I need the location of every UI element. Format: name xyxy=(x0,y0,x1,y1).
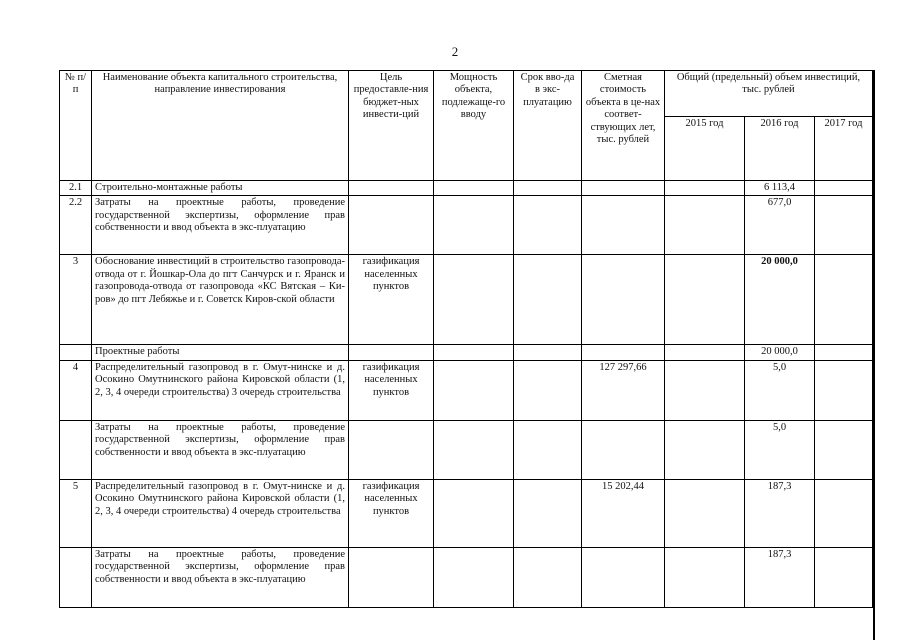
row-goal xyxy=(349,181,434,196)
row-capacity xyxy=(434,196,514,255)
row-2016: 187,3 xyxy=(745,547,815,607)
row-capacity xyxy=(434,479,514,547)
row-name: Распределительный газопровод в г. Омут-нинске и д. Осокино Омутнинского района Кировской области (1, 2, 3, 4 очереди строительства) 4 очередь строительства xyxy=(92,479,349,547)
row-2016: 187,3 xyxy=(745,479,815,547)
row-capacity xyxy=(434,360,514,420)
row-num: 2.1 xyxy=(60,181,92,196)
table-row xyxy=(60,196,873,255)
row-name: Обоснование инвестиций в строительство газопровода-отвода от г. Йошкар-Ола до пгт Санчурск и г. Яранск и газопровода-отвода от газопровода «КС Вятская – Ки-ров» до пгт Лебяжье и г. Советск Киров-ской области xyxy=(92,255,349,345)
row-term xyxy=(514,196,582,255)
row-name: Затраты на проектные работы, проведение государственной экспертизы, оформление прав собственности и ввод объекта в экс-плуатацию xyxy=(92,196,349,255)
row-num: 2.2 xyxy=(60,196,92,255)
row-2016: 5,0 xyxy=(745,360,815,420)
row-num xyxy=(60,345,92,360)
row-name: Распределительный газопровод в г. Омут-нинске и д. Осокино Омутнинского района Кировской области (1, 2, 3, 4 очереди строительства) 3 очередь строительства xyxy=(92,360,349,420)
header-total-investment: Общий (предельный) объем инвестиций, тыс. рублей xyxy=(665,71,873,117)
row-term xyxy=(514,547,582,607)
row-cost xyxy=(582,547,665,607)
row-2015 xyxy=(665,255,745,345)
investment-table xyxy=(59,70,873,608)
row-2017 xyxy=(815,181,873,196)
header-name: Наименование объекта капитального строительства, направление инвестирования xyxy=(92,71,349,181)
row-cost xyxy=(582,181,665,196)
table-row xyxy=(60,360,873,420)
header-num: № п/п xyxy=(60,71,92,181)
row-name: Проектные работы xyxy=(92,345,349,360)
table-row xyxy=(60,345,873,360)
row-cost: 15 202,44 xyxy=(582,479,665,547)
row-2016: 5,0 xyxy=(745,420,815,479)
row-2015 xyxy=(665,345,745,360)
row-2015 xyxy=(665,181,745,196)
row-2017 xyxy=(815,547,873,607)
row-2017 xyxy=(815,420,873,479)
row-term xyxy=(514,255,582,345)
table-row xyxy=(60,547,873,607)
row-goal xyxy=(349,345,434,360)
row-2017 xyxy=(815,255,873,345)
table-row xyxy=(60,479,873,547)
table-row xyxy=(60,420,873,479)
row-goal xyxy=(349,196,434,255)
row-name: Затраты на проектные работы, проведение государственной экспертизы, оформление прав собственности и ввод объекта в экс-плуатацию xyxy=(92,420,349,479)
row-2016: 20 000,0 xyxy=(745,255,815,345)
row-2016: 6 113,4 xyxy=(745,181,815,196)
row-num: 5 xyxy=(60,479,92,547)
row-cost xyxy=(582,196,665,255)
row-goal: газификация населенных пунктов xyxy=(349,360,434,420)
row-num: 3 xyxy=(60,255,92,345)
row-term xyxy=(514,479,582,547)
table-row xyxy=(60,181,873,196)
row-cost xyxy=(582,255,665,345)
row-cost xyxy=(582,420,665,479)
row-goal xyxy=(349,547,434,607)
row-num xyxy=(60,547,92,607)
header-capacity: Мощность объекта, подлежаще-го вводу xyxy=(434,71,514,181)
row-2015 xyxy=(665,360,745,420)
row-2016: 20 000,0 xyxy=(745,345,815,360)
row-goal: газификация населенных пунктов xyxy=(349,479,434,547)
row-capacity xyxy=(434,255,514,345)
row-num: 4 xyxy=(60,360,92,420)
header-year-2016: 2016 год xyxy=(745,117,815,181)
row-2017 xyxy=(815,360,873,420)
row-cost xyxy=(582,345,665,360)
page-number: 2 xyxy=(451,44,459,59)
row-term xyxy=(514,181,582,196)
row-2015 xyxy=(665,196,745,255)
row-2017 xyxy=(815,345,873,360)
header-year-2015: 2015 год xyxy=(665,117,745,181)
row-2015 xyxy=(665,420,745,479)
row-capacity xyxy=(434,547,514,607)
row-name: Строительно-монтажные работы xyxy=(92,181,349,196)
row-capacity xyxy=(434,345,514,360)
table-row xyxy=(60,255,873,345)
row-2015 xyxy=(665,479,745,547)
row-name: Затраты на проектные работы, проведение государственной экспертизы, оформление прав собственности и ввод объекта в экс-плуатацию xyxy=(92,547,349,607)
row-2016: 677,0 xyxy=(745,196,815,255)
row-2015 xyxy=(665,547,745,607)
row-2017 xyxy=(815,479,873,547)
row-capacity xyxy=(434,181,514,196)
header-year-2017: 2017 год xyxy=(815,117,873,181)
row-cost: 127 297,66 xyxy=(582,360,665,420)
row-2017 xyxy=(815,196,873,255)
row-goal xyxy=(349,420,434,479)
row-num xyxy=(60,420,92,479)
row-capacity xyxy=(434,420,514,479)
row-goal: газификация населенных пунктов xyxy=(349,255,434,345)
scan-edge-line xyxy=(873,70,875,640)
header-term: Срок вво-да в экс-плуатацию xyxy=(514,71,582,181)
row-term xyxy=(514,360,582,420)
row-term xyxy=(514,420,582,479)
header-cost: Сметная стоимость объекта в це-нах соответ-ствующих лет, тыс. рублей xyxy=(582,71,665,181)
row-term xyxy=(514,345,582,360)
header-goal: Цель предоставле-ния бюджет-ных инвести-ций xyxy=(349,71,434,181)
